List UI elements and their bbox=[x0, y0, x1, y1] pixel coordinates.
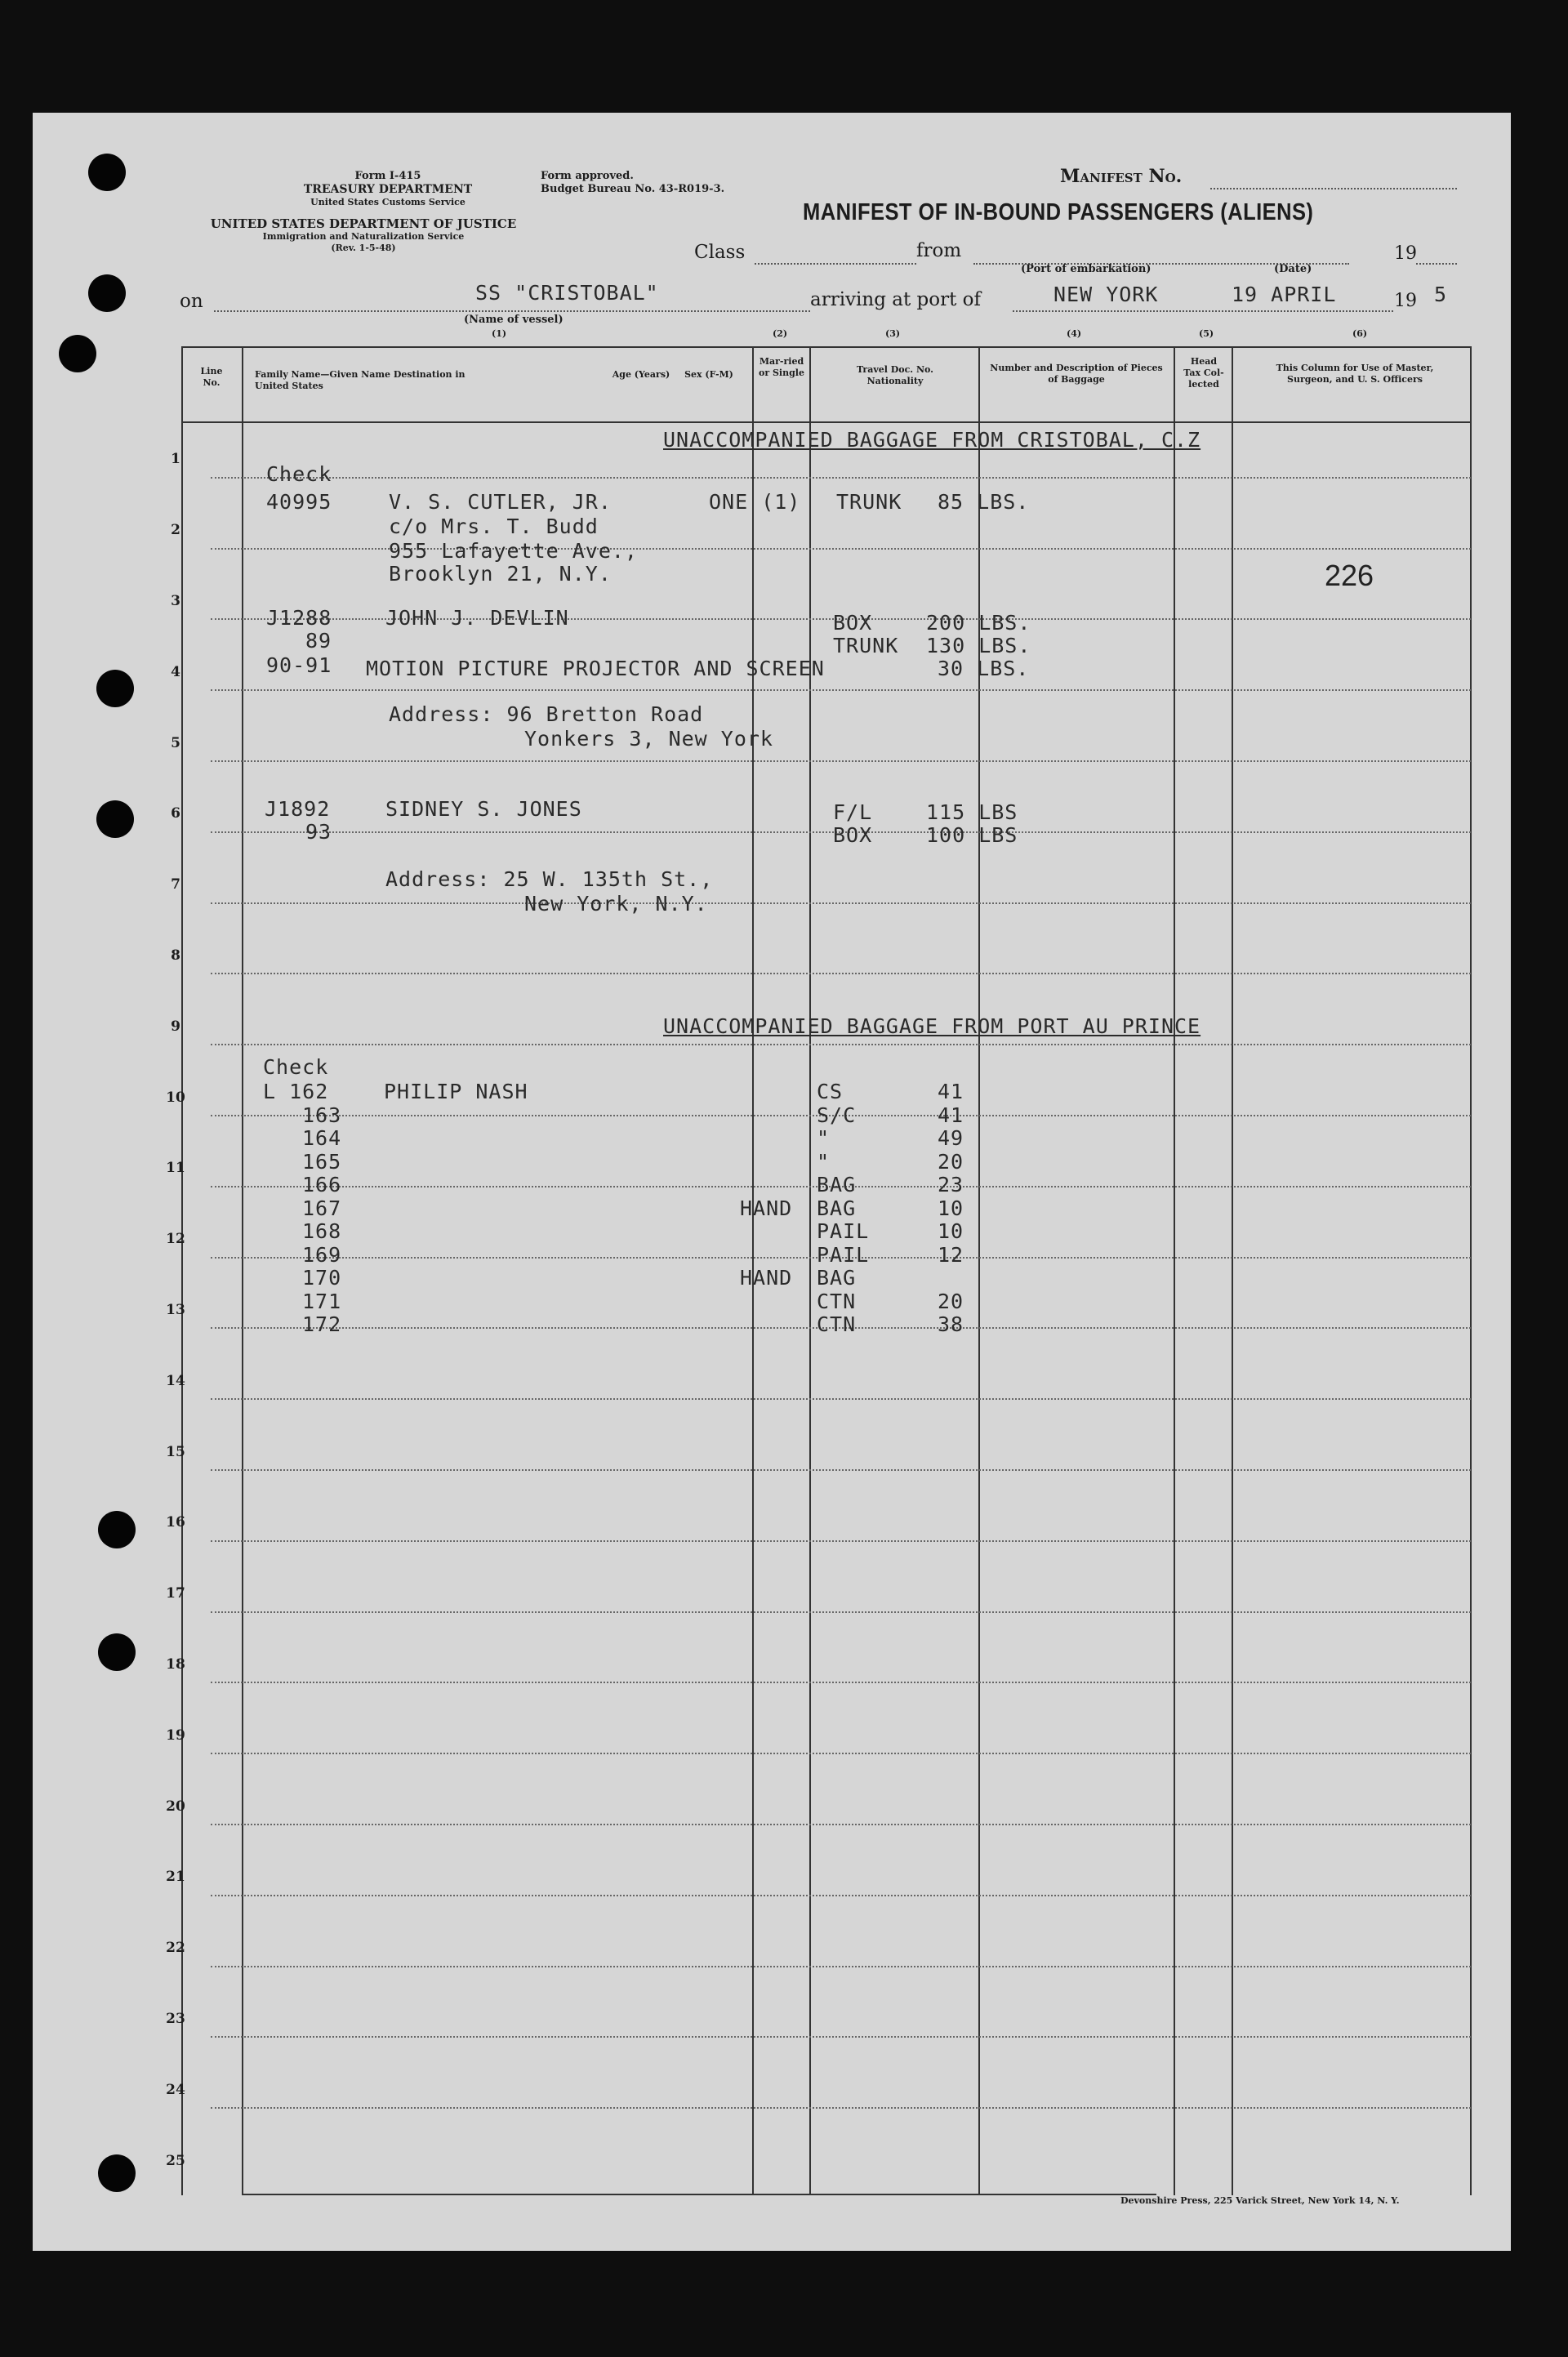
line-number: 18 bbox=[166, 1656, 185, 1673]
entry-4-weight: 38 bbox=[938, 1312, 964, 1336]
treasury-department: TREASURY DEPARTMENT bbox=[303, 183, 473, 196]
row-divider bbox=[211, 1044, 1471, 1045]
entry-4-item: PAIL bbox=[817, 1219, 870, 1243]
line-number: 15 bbox=[166, 1443, 185, 1460]
entry-3-item-2: BOX bbox=[833, 823, 873, 847]
entry-1-address-3: Brooklyn 21, N.Y. bbox=[389, 562, 612, 586]
stamp-number: 226 bbox=[1325, 559, 1374, 592]
entry-2-address-1: Address: 96 Bretton Road bbox=[389, 702, 704, 726]
entry-4-item: CTN bbox=[817, 1312, 857, 1336]
line-number: 4 bbox=[171, 663, 180, 680]
year-field-top[interactable] bbox=[1416, 263, 1457, 265]
row-divider bbox=[211, 1469, 1471, 1471]
entry-2-address-2: Yonkers 3, New York bbox=[524, 727, 773, 751]
entry-4-name: PHILIP NASH bbox=[384, 1080, 528, 1103]
entry-2-name: JOHN J. DEVLIN bbox=[385, 606, 569, 630]
entry-4-weight: 20 bbox=[938, 1289, 964, 1313]
entry-4-check: 168 bbox=[302, 1219, 342, 1243]
entry-4-weight: 20 bbox=[938, 1149, 964, 1174]
entry-3-address-1: Address: 25 W. 135th St., bbox=[385, 867, 714, 891]
entry-4-weight: 41 bbox=[938, 1080, 964, 1103]
arriving-label: arriving at port of bbox=[810, 289, 981, 310]
entry-3-address-2: New York, N.Y. bbox=[524, 892, 708, 916]
entry-3-item-1: F/L bbox=[833, 800, 873, 824]
col-baggage: Number and Description of Pieces of Baggage bbox=[990, 363, 1163, 385]
row-divider bbox=[211, 1753, 1471, 1754]
line-number: 16 bbox=[166, 1514, 185, 1531]
divider-line-col bbox=[242, 346, 243, 2195]
manifest-title: MANIFEST OF IN-BOUND PASSENGERS (ALIENS) bbox=[803, 199, 1314, 225]
col-head-tax: Head Tax Col-lected bbox=[1183, 356, 1224, 390]
entry-4-prefix: HAND bbox=[740, 1196, 793, 1220]
port-embarkation-caption: (Port of embarkation) bbox=[1021, 263, 1152, 275]
entry-2-weight-2: 130 LBS. bbox=[926, 634, 1031, 657]
row-divider bbox=[211, 1966, 1471, 1967]
entry-4-weight: 23 bbox=[938, 1173, 964, 1196]
row-divider bbox=[211, 689, 1471, 691]
entry-2-weight-1: 200 LBS. bbox=[926, 611, 1031, 635]
entry-4-check: 172 bbox=[302, 1312, 342, 1336]
entry-4-item: " bbox=[817, 1126, 831, 1150]
entry-4-check: 163 bbox=[302, 1103, 342, 1127]
class-label: Class bbox=[694, 242, 746, 263]
entry-2-check-1: J1288 bbox=[266, 606, 332, 630]
check-label-1: Check bbox=[266, 462, 332, 486]
port-field[interactable] bbox=[1013, 310, 1393, 312]
entry-3-weight-1: 115 LBS bbox=[926, 800, 1018, 824]
entry-4-item: BAG bbox=[817, 1173, 857, 1196]
line-number: 3 bbox=[171, 593, 180, 610]
entry-2-check-2: 89 bbox=[305, 629, 332, 653]
line-number: 13 bbox=[166, 1302, 185, 1319]
form-approved: Form approved. bbox=[541, 170, 634, 182]
revision: (Rev. 1-5-48) bbox=[331, 243, 396, 253]
entry-1-name: V. S. CUTLER, JR. bbox=[389, 490, 612, 514]
entry-1-item: TRUNK bbox=[836, 490, 902, 514]
entry-4-item: PAIL bbox=[817, 1242, 870, 1267]
entry-3-name: SIDNEY S. JONES bbox=[385, 797, 582, 821]
col-num-4: (4) bbox=[1067, 328, 1082, 339]
form-number: Form I-415 bbox=[354, 170, 421, 182]
check-label-2: Check bbox=[263, 1055, 329, 1079]
printer-imprint: Devonshire Press, 225 Varick Street, New York 14, N. Y. bbox=[1120, 2195, 1400, 2206]
punch-hole bbox=[98, 1633, 136, 1671]
line-number: 25 bbox=[166, 2152, 185, 2169]
line-number: 10 bbox=[166, 1089, 185, 1106]
punch-hole bbox=[96, 800, 134, 838]
entry-1-address-2: 955 Lafayette Ave., bbox=[389, 539, 638, 563]
entry-4-weight: 49 bbox=[938, 1126, 964, 1150]
entry-4-weight: 41 bbox=[938, 1103, 964, 1127]
line-number: 17 bbox=[166, 1585, 185, 1602]
vessel-field[interactable] bbox=[214, 310, 810, 312]
line-number: 20 bbox=[166, 1798, 185, 1815]
row-divider bbox=[211, 1895, 1471, 1896]
row-divider bbox=[211, 973, 1471, 974]
entry-2-description: MOTION PICTURE PROJECTOR AND SCREEN bbox=[366, 657, 825, 680]
row-divider bbox=[211, 2107, 1471, 2109]
class-field[interactable] bbox=[755, 263, 916, 265]
col-num-1: (1) bbox=[492, 328, 507, 339]
table-left-border bbox=[181, 346, 183, 2195]
row-divider bbox=[211, 2036, 1471, 2038]
row-divider bbox=[211, 1540, 1471, 1542]
customs-service: United States Customs Service bbox=[310, 197, 466, 207]
punch-hole bbox=[98, 1511, 136, 1548]
entry-4-item: S/C bbox=[817, 1103, 857, 1127]
entry-4-check: 164 bbox=[302, 1126, 342, 1150]
line-number: 19 bbox=[166, 1727, 185, 1744]
col-num-5: (5) bbox=[1199, 328, 1214, 339]
divider-officers-col bbox=[1232, 346, 1233, 2195]
punch-hole bbox=[59, 335, 96, 372]
entry-1-check: 40995 bbox=[266, 490, 332, 514]
entry-4-weight: 12 bbox=[938, 1242, 964, 1267]
arrival-port: NEW YORK bbox=[1054, 283, 1159, 306]
entry-4-item: BAG bbox=[817, 1196, 857, 1220]
line-number: 11 bbox=[166, 1160, 185, 1177]
entry-1-qty: ONE (1) bbox=[709, 490, 801, 514]
punch-hole bbox=[98, 2154, 136, 2192]
line-number: 6 bbox=[171, 805, 180, 822]
table-bottom-border bbox=[242, 2194, 1156, 2195]
entry-4-check: 167 bbox=[302, 1196, 342, 1220]
department-of-justice: UNITED STATES DEPARTMENT OF JUSTICE bbox=[210, 216, 517, 231]
entry-4-item: " bbox=[817, 1149, 831, 1174]
entry-4-check: 165 bbox=[302, 1149, 342, 1174]
entry-4-check: L 162 bbox=[263, 1080, 329, 1103]
col-num-3: (3) bbox=[885, 328, 901, 339]
entry-3-check-1: J1892 bbox=[265, 797, 331, 821]
col-sex: Sex (F-M) bbox=[684, 369, 733, 380]
line-number: 14 bbox=[166, 1372, 185, 1389]
line-number: 2 bbox=[171, 522, 180, 539]
date-caption: (Date) bbox=[1274, 263, 1312, 275]
arrival-date: 19 APRIL bbox=[1232, 283, 1337, 306]
entry-1-address-1: c/o Mrs. T. Budd bbox=[389, 515, 599, 538]
from-label: from bbox=[916, 240, 962, 261]
row-divider bbox=[211, 477, 1471, 479]
line-number: 5 bbox=[171, 734, 180, 751]
table-top-border bbox=[181, 346, 1472, 348]
entry-4-item: BAG bbox=[817, 1266, 857, 1290]
line-number: 8 bbox=[171, 947, 180, 965]
row-divider bbox=[211, 760, 1471, 762]
punch-hole bbox=[96, 670, 134, 707]
entry-4-check: 171 bbox=[302, 1289, 342, 1313]
entry-2-weight-3: 30 LBS. bbox=[938, 657, 1030, 680]
col-family-name: Family Name—Given Name Destination in United States bbox=[255, 369, 466, 391]
divider-travel-col bbox=[809, 346, 811, 2195]
entry-4-check: 169 bbox=[302, 1242, 342, 1267]
entry-4-check: 170 bbox=[302, 1266, 342, 1290]
line-number: 7 bbox=[171, 876, 180, 893]
col-age: Age (Years) bbox=[612, 369, 670, 380]
col-travel-doc: Travel Doc. No. Nationality bbox=[857, 364, 933, 386]
row-divider bbox=[211, 1824, 1471, 1825]
line-number: 9 bbox=[171, 1018, 180, 1035]
table-header-border bbox=[181, 421, 1472, 423]
entry-4-weight: 10 bbox=[938, 1196, 964, 1220]
entry-1-weight: 85 LBS. bbox=[938, 490, 1030, 514]
entry-4-prefix: HAND bbox=[740, 1266, 793, 1290]
entry-4-item: CTN bbox=[817, 1289, 857, 1313]
budget-bureau: Budget Bureau No. 43-R019-3. bbox=[541, 183, 725, 195]
col-num-2: (2) bbox=[773, 328, 788, 339]
entry-4-weight: 10 bbox=[938, 1219, 964, 1243]
year-prefix-bottom: 19 bbox=[1394, 291, 1417, 311]
line-number: 24 bbox=[166, 2081, 185, 2098]
row-divider bbox=[211, 1682, 1471, 1683]
line-number: 21 bbox=[166, 1869, 185, 1886]
entry-3-check-2: 93 bbox=[305, 820, 332, 844]
line-number: 22 bbox=[166, 1940, 185, 1957]
vessel-name: SS "CRISTOBAL" bbox=[475, 281, 659, 305]
manifest-no-field[interactable] bbox=[1210, 188, 1457, 189]
manifest-no-label: Manifest No. bbox=[1060, 166, 1183, 187]
row-divider bbox=[211, 902, 1471, 904]
year-prefix-top: 19 bbox=[1394, 243, 1417, 264]
col-officers: This Column for Use of Master, Surgeon, and U. S. Officers bbox=[1276, 363, 1434, 385]
line-number: 12 bbox=[166, 1231, 185, 1248]
col-num-6: (6) bbox=[1352, 328, 1368, 339]
entry-2-item-2: TRUNK bbox=[833, 634, 899, 657]
table-right-border bbox=[1470, 346, 1472, 2195]
col-married: Mar-ried or Single bbox=[759, 356, 804, 378]
entry-3-weight-2: 100 LBS bbox=[926, 823, 1018, 847]
row-divider bbox=[211, 1398, 1471, 1400]
vessel-caption: (Name of vessel) bbox=[464, 314, 564, 326]
entry-4-item: CS bbox=[817, 1080, 844, 1103]
on-label: on bbox=[180, 291, 203, 312]
entry-2-item-1: BOX bbox=[833, 611, 873, 635]
divider-headtax-col bbox=[1174, 346, 1175, 2195]
section-heading-port-au-prince: UNACCOMPANIED BAGGAGE FROM PORT AU PRINCE bbox=[663, 1014, 1201, 1038]
punch-hole bbox=[88, 274, 126, 312]
col-line-no: Line No. bbox=[200, 366, 223, 388]
line-number: 1 bbox=[171, 451, 180, 468]
row-divider bbox=[211, 1611, 1471, 1613]
line-number: 23 bbox=[166, 2011, 185, 2028]
punch-hole bbox=[88, 154, 126, 191]
arrival-year: 5 bbox=[1434, 283, 1448, 306]
section-heading-cristobal: UNACCOMPANIED BAGGAGE FROM CRISTOBAL, C.Z bbox=[663, 428, 1201, 452]
entry-4-check: 166 bbox=[302, 1173, 342, 1196]
entry-2-check-3: 90-91 bbox=[266, 653, 332, 677]
immigration-service: Immigration and Naturalization Service bbox=[262, 231, 465, 242]
